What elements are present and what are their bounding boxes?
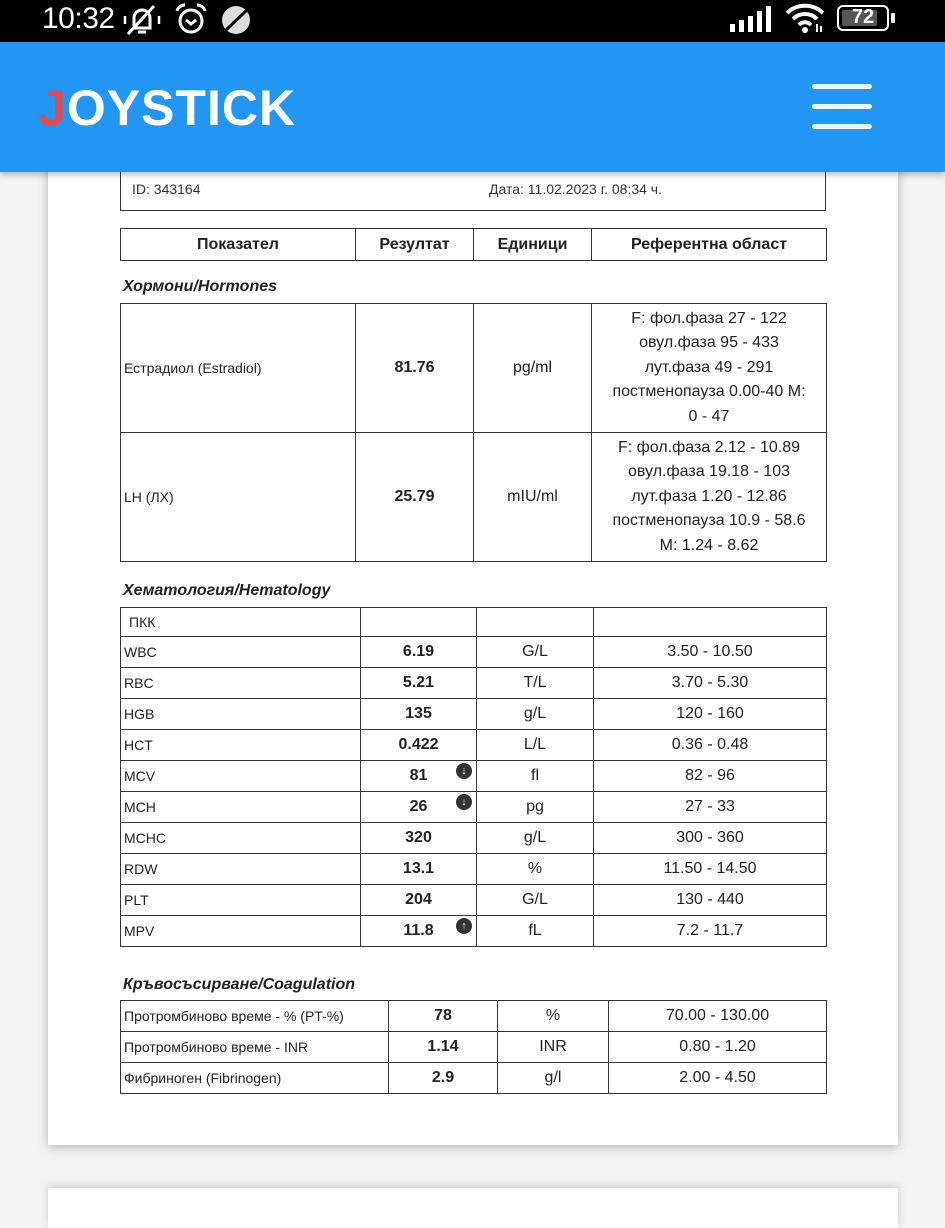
test-value: 25.79 xyxy=(356,433,474,562)
report-card xyxy=(48,150,898,1145)
test-reference: 0.80 - 1.20 xyxy=(609,1032,827,1063)
test-reference: 2.00 - 4.50 xyxy=(609,1063,827,1094)
test-reference: 300 - 360 xyxy=(594,823,827,854)
logo[interactable] xyxy=(38,80,296,136)
alarm-icon xyxy=(174,2,208,36)
test-value-text: 320 xyxy=(405,829,432,846)
test-name: WBC xyxy=(121,637,361,668)
test-unit: pg xyxy=(477,792,594,823)
test-name: MCHC xyxy=(121,823,361,854)
test-name: MCV xyxy=(121,761,361,792)
test-value: 1.14 xyxy=(389,1032,498,1063)
test-value xyxy=(361,699,477,730)
reference-line: 0 - 47 xyxy=(688,407,730,425)
table-row xyxy=(121,885,827,916)
table-row xyxy=(121,730,827,761)
coagulation-table xyxy=(120,1000,827,1094)
test-value-text: 5.21 xyxy=(402,674,435,691)
test-reference: 70.00 - 130.00 xyxy=(609,1001,827,1032)
section-title-hematology: Хематология/Hematology xyxy=(123,582,331,599)
section-title-hormones: Хормони/Hormones xyxy=(123,278,278,295)
hamburger-menu-icon[interactable] xyxy=(812,84,874,130)
test-value xyxy=(361,823,477,854)
test-unit: g/L xyxy=(477,699,594,730)
group-row xyxy=(121,608,827,637)
battery-level: 72 xyxy=(851,6,875,28)
test-reference: 27 - 33 xyxy=(594,792,827,823)
column-header: Референтна област xyxy=(592,229,827,261)
test-name: Фибриноген (Fibrinogen) xyxy=(121,1063,389,1094)
table-row xyxy=(121,1063,827,1094)
test-value xyxy=(361,668,477,699)
group-label: ПКК xyxy=(121,608,361,637)
test-value xyxy=(361,730,477,761)
table-row xyxy=(121,668,827,699)
test-unit: G/L xyxy=(477,885,594,916)
logo-text: OYSTICK xyxy=(66,80,297,136)
test-value-text: 13.1 xyxy=(402,860,435,877)
reference-line: овул.фаза 95 - 433 xyxy=(639,334,779,352)
test-reference xyxy=(592,304,827,433)
test-value-text: 81 xyxy=(409,767,428,784)
test-reference: 3.50 - 10.50 xyxy=(594,637,827,668)
report-id: ID: 343164 xyxy=(132,181,201,197)
test-name: RBC xyxy=(121,668,361,699)
table-row xyxy=(121,916,827,947)
test-name: HCT xyxy=(121,730,361,761)
test-value-text: 6.19 xyxy=(402,643,435,660)
logo-initial: J xyxy=(38,80,67,136)
test-name: MCH xyxy=(121,792,361,823)
reference-line: F: фол.фаза 27 - 122 xyxy=(631,309,787,327)
vibrate-mute-icon xyxy=(122,4,162,36)
column-header: Показател xyxy=(121,229,356,261)
test-value xyxy=(361,761,477,792)
reference-line: постменопауза 0.00-40 M: xyxy=(612,383,806,401)
test-reference: 120 - 160 xyxy=(594,699,827,730)
arrow-up-icon: ↑ xyxy=(456,918,472,934)
reference-line: лут.фаза 49 - 291 xyxy=(644,358,774,376)
test-value xyxy=(361,854,477,885)
test-unit: fl xyxy=(477,761,594,792)
status-bar xyxy=(0,0,945,42)
table-row xyxy=(121,699,827,730)
test-reference: 130 - 440 xyxy=(594,885,827,916)
table-row xyxy=(121,823,827,854)
test-unit: T/L xyxy=(477,668,594,699)
section-title-coagulation: Кръвосъсирване/Coagulation xyxy=(123,976,356,993)
status-time: 10:32 xyxy=(42,2,115,35)
test-reference: 82 - 96 xyxy=(594,761,827,792)
test-value-text: 204 xyxy=(405,891,432,908)
battery-tip xyxy=(891,13,895,23)
test-value: 81.76 xyxy=(356,304,474,433)
reference-line: F: фол.фаза 2.12 - 10.89 xyxy=(617,438,801,456)
reference-line: овул.фаза 19.18 - 103 xyxy=(628,463,790,481)
test-unit: % xyxy=(477,854,594,885)
test-value xyxy=(361,885,477,916)
data-saver-icon xyxy=(220,4,252,36)
table-row xyxy=(121,304,827,433)
app-bar xyxy=(0,42,945,172)
test-reference: 7.2 - 11.7 xyxy=(594,916,827,947)
column-header-table xyxy=(120,228,827,261)
test-unit: L/L xyxy=(477,730,594,761)
test-name: Протромбиново време - % (PT-%) xyxy=(121,1001,389,1032)
test-value xyxy=(361,792,477,823)
arrow-down-icon: ↓ xyxy=(456,763,472,779)
table-row xyxy=(121,1001,827,1032)
test-reference: 0.36 - 0.48 xyxy=(594,730,827,761)
test-unit: pg/ml xyxy=(474,304,592,433)
test-reference xyxy=(592,433,827,562)
arrow-down-icon: ↓ xyxy=(456,794,472,810)
test-reference: 3.70 - 5.30 xyxy=(594,668,827,699)
test-unit: g/l xyxy=(498,1063,609,1094)
test-value-text: 11.8 xyxy=(403,922,434,939)
test-value xyxy=(361,637,477,668)
column-header: Резултат xyxy=(356,229,474,261)
test-name: HGB xyxy=(121,699,361,730)
reference-line: M: 1.24 - 8.62 xyxy=(659,536,759,554)
column-header: Единици xyxy=(474,229,592,261)
signal-icon xyxy=(730,6,774,32)
test-unit: fL xyxy=(477,916,594,947)
test-name: PLT xyxy=(121,885,361,916)
test-unit: mIU/ml xyxy=(474,433,592,562)
test-name: Естрадиол (Estradiol) xyxy=(121,304,356,433)
table-row xyxy=(121,761,827,792)
test-value: 78 xyxy=(389,1001,498,1032)
test-unit: g/L xyxy=(477,823,594,854)
battery-icon xyxy=(837,5,889,31)
test-value-text: 0.422 xyxy=(398,736,439,753)
report-date: Дата: 11.02.2023 г. 08:34 ч. xyxy=(489,181,662,197)
next-card xyxy=(48,1188,898,1228)
test-value-text: 26 xyxy=(409,798,428,815)
test-unit: G/L xyxy=(477,637,594,668)
test-unit: % xyxy=(498,1001,609,1032)
test-value xyxy=(361,916,477,947)
test-value-text: 135 xyxy=(405,705,432,722)
hematology-table xyxy=(120,607,827,947)
table-row xyxy=(121,792,827,823)
test-name: MPV xyxy=(121,916,361,947)
table-row xyxy=(121,637,827,668)
test-name: RDW xyxy=(121,854,361,885)
reference-line: лут.фаза 1.20 - 12.86 xyxy=(631,487,787,505)
table-row xyxy=(121,854,827,885)
test-value: 2.9 xyxy=(389,1063,498,1094)
test-name: LH (ЛХ) xyxy=(121,433,356,562)
reference-line: постменопауза 10.9 - 58.6 xyxy=(612,512,806,530)
test-name: Протромбиново време - INR xyxy=(121,1032,389,1063)
table-row xyxy=(121,433,827,562)
test-reference: 11.50 - 14.50 xyxy=(594,854,827,885)
wifi-icon xyxy=(784,2,828,34)
table-row xyxy=(121,1032,827,1063)
test-unit: INR xyxy=(498,1032,609,1063)
hormones-table xyxy=(120,303,827,562)
